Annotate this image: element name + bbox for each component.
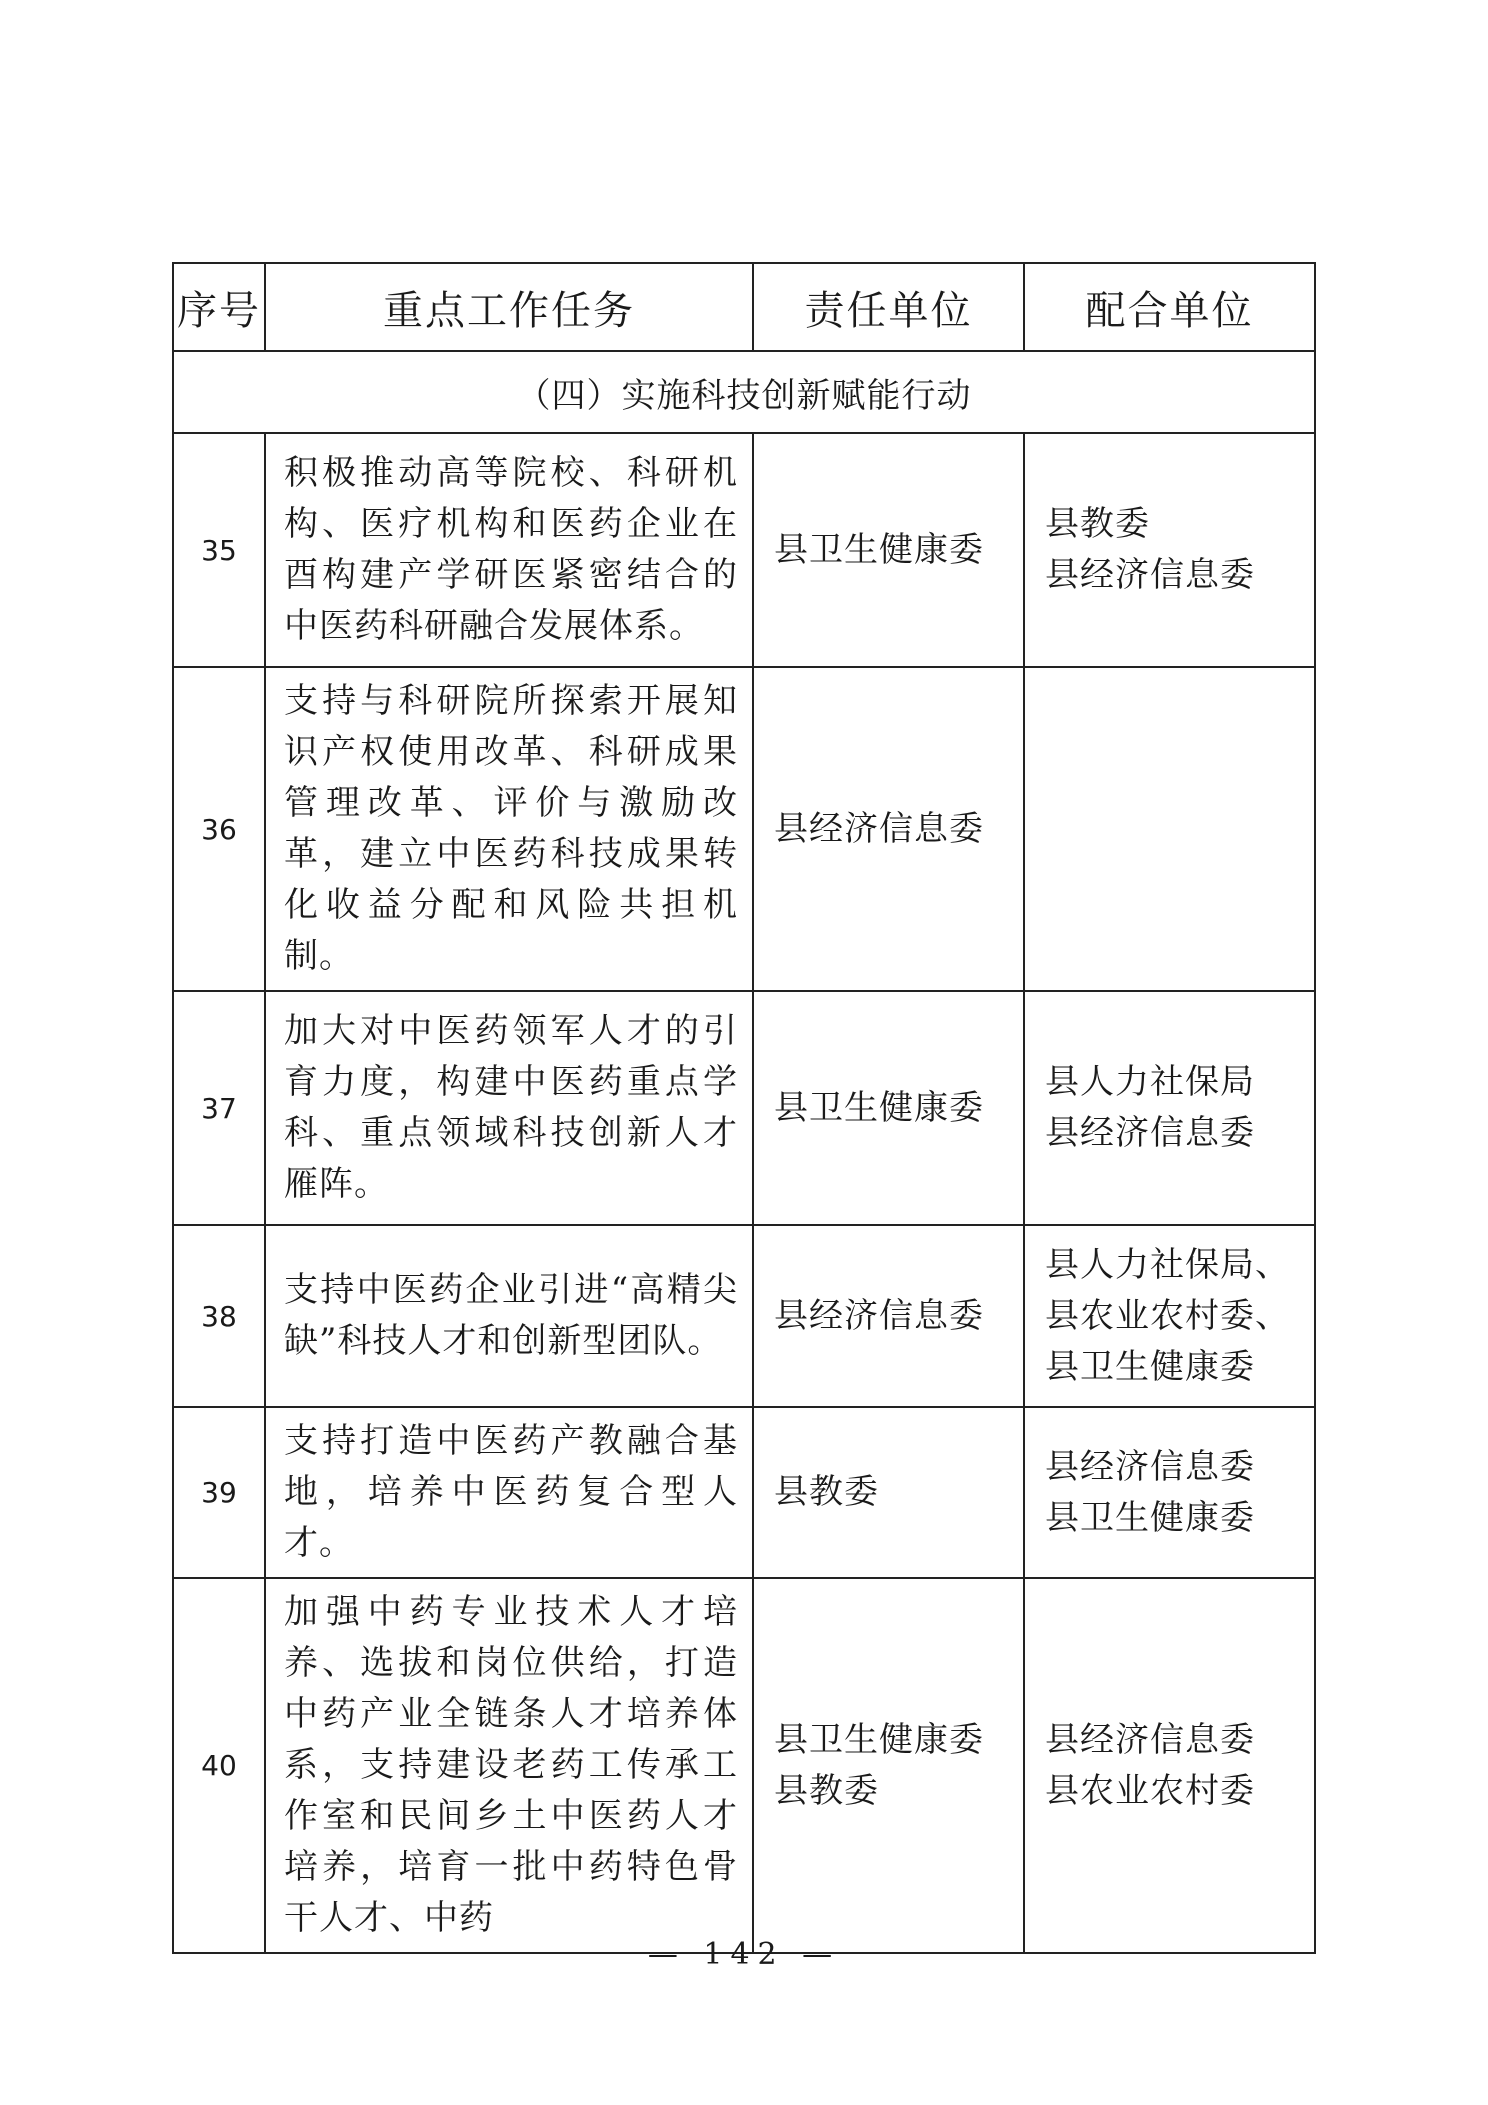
cooperating-unit: 县经济信息委	[1045, 1719, 1255, 1760]
row-task: 支持中医药企业引进“高精尖缺”科技人才和创新型团队。	[265, 1225, 753, 1407]
cooperating-unit: 县农业农村委、	[1045, 1295, 1290, 1336]
cooperating-unit: 县农业农村委	[1045, 1770, 1255, 1811]
row-number: 40	[173, 1578, 265, 1953]
responsible-unit: 县经济信息委	[774, 1295, 984, 1336]
header-task: 重点工作任务	[265, 263, 753, 351]
table-row	[173, 991, 1315, 1225]
table-row	[173, 667, 1315, 991]
row-responsible	[753, 433, 1024, 667]
responsible-unit: 县教委	[774, 1472, 879, 1512]
responsible-unit: 县卫生健康委	[774, 529, 984, 570]
row-cooperating	[1024, 433, 1315, 667]
table-row	[173, 433, 1315, 667]
row-cooperating	[1024, 667, 1315, 991]
cooperating-unit: 县经济信息委	[1045, 555, 1255, 595]
table-row	[173, 1578, 1315, 1953]
cooperating-unit: 县卫生健康委	[1045, 1346, 1255, 1387]
cooperating-unit: 县经济信息委	[1045, 1446, 1255, 1487]
row-number: 39	[173, 1407, 265, 1578]
row-task: 加大对中医药领军人才的引育力度，构建中医药重点学科、重点领域科技创新人才雁阵。	[265, 991, 753, 1225]
section-title: （四）实施科技创新赋能行动	[173, 351, 1315, 433]
page-number: — 142 —	[647, 1937, 841, 1972]
row-task: 积极推动高等院校、科研机构、医疗机构和医药企业在酉构建产学研医紧密结合的中医药科研融合发展体系。	[265, 433, 753, 667]
table-row	[173, 1225, 1315, 1407]
row-responsible	[753, 1225, 1024, 1407]
task-table	[172, 262, 1316, 1954]
cooperating-unit: 县人力社保局、	[1045, 1244, 1290, 1285]
header-responsible: 责任单位	[753, 263, 1024, 351]
row-task: 支持打造中医药产教融合基地，培养中医药复合型人才。	[265, 1407, 753, 1578]
cooperating-unit: 县教委	[1045, 504, 1150, 544]
row-cooperating	[1024, 1407, 1315, 1578]
row-task: 支持与科研院所探索开展知识产权使用改革、科研成果管理改革、评价与激励改革，建立中医药科技成果转化收益分配和风险共担机制。	[265, 667, 753, 991]
responsible-unit: 县卫生健康委	[774, 1087, 984, 1128]
responsible-unit: 县教委	[774, 1770, 879, 1811]
row-cooperating	[1024, 1578, 1315, 1953]
header-cooperating: 配合单位	[1024, 263, 1315, 351]
section-row	[173, 351, 1315, 433]
row-cooperating	[1024, 991, 1315, 1225]
header-no: 序号	[173, 263, 265, 351]
row-number: 38	[173, 1225, 265, 1407]
row-cooperating	[1024, 1225, 1315, 1407]
row-number: 37	[173, 991, 265, 1225]
row-number: 36	[173, 667, 265, 991]
row-task: 加强中药专业技术人才培养、选拔和岗位供给，打造中药产业全链条人才培养体系，支持建设老药工传承工作室和民间乡土中医药人才培养，培育一批中药特色骨干人才、中药	[265, 1578, 753, 1953]
table-header-row	[173, 263, 1315, 351]
responsible-unit: 县卫生健康委	[774, 1719, 984, 1760]
row-responsible	[753, 667, 1024, 991]
responsible-unit: 县经济信息委	[774, 808, 984, 849]
row-responsible	[753, 991, 1024, 1225]
row-responsible	[753, 1578, 1024, 1953]
row-number: 35	[173, 433, 265, 667]
table-row	[173, 1407, 1315, 1578]
cooperating-unit: 县卫生健康委	[1045, 1497, 1255, 1538]
row-responsible	[753, 1407, 1024, 1578]
cooperating-unit: 县人力社保局	[1045, 1062, 1255, 1102]
cooperating-unit: 县经济信息委	[1045, 1113, 1255, 1153]
